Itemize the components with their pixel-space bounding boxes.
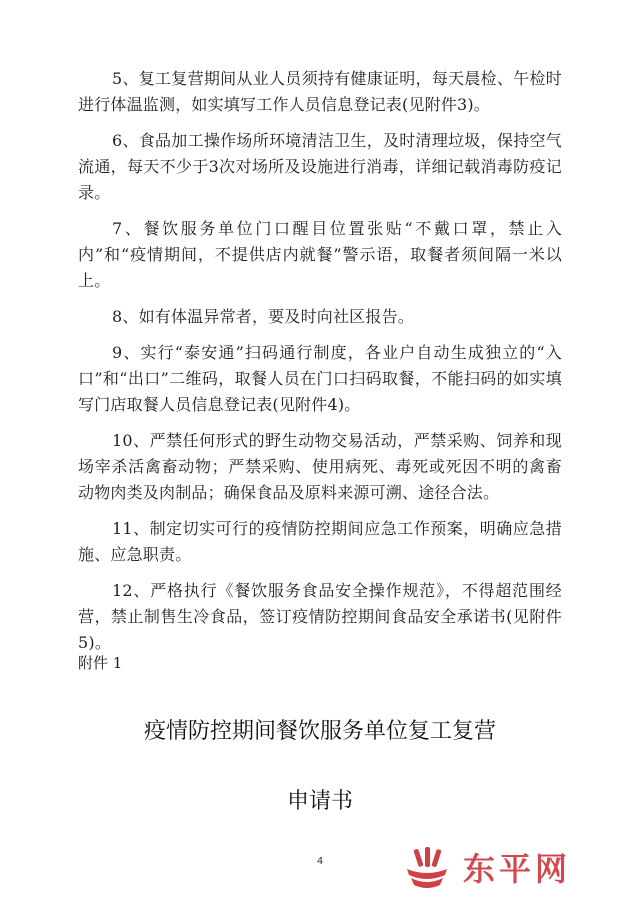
attachment-label: 附件 1 xyxy=(78,654,123,672)
requirement-item-6: 6、食品加工操作场所环境清洁卫生，及时清理垃圾，保持空气流通，每天不少于3次对场所及设施进行消毒，详细记载消毒防疫记录。 xyxy=(78,131,562,202)
document-title-line-2: 申请书 xyxy=(286,789,353,814)
requirement-item-7: 7、餐饮服务单位门口醒目位置张贴“不戴口罩，禁止入内”和“疫情期间，不提供店内就餐”警示语，取餐者须间隔一米以上。 xyxy=(78,219,562,290)
requirement-item-5: 5、复工复营期间从业人员须持有健康证明，每天晨检、午检时进行体温监测，如实填写工作人员信息登记表(见附件3)。 xyxy=(78,69,562,114)
requirement-item-10: 10、严禁任何形式的野生动物交易活动，严禁采购、饲养和现场宰杀活禽畜动物；严禁采购、使用病死、毒死或死因不明的禽畜动物肉类及肉制品；确保食品及原料来源可溯、途径合法。 xyxy=(78,431,562,502)
dongping-logo-icon xyxy=(403,847,451,891)
requirement-item-12: 12、严格执行《餐饮服务食品安全操作规范》，不得超范围经营，禁止制售生冷食品，签订疫情防控期间食品安全承诺书(见附件5)。 xyxy=(78,581,562,652)
watermark-text: 东平网 xyxy=(463,850,572,888)
requirement-item-11: 11、制定切实可行的疫情防控期间应急工作预案，明确应急措施、应急职责。 xyxy=(78,519,562,564)
requirement-item-9: 9、实行“泰安通”扫码通行制度，各业户自动生成独立的“入口”和“出口”二维码，取餐人员在门口扫码取餐，不能扫码的如实填写门店取餐人员信息登记表(见附件4)。 xyxy=(78,343,562,414)
site-watermark xyxy=(403,846,571,892)
document-title-line-1: 疫情防控期间餐饮服务单位复工复营 xyxy=(143,719,496,744)
requirement-item-8: 8、如有体温异常者，要及时向社区报告。 xyxy=(112,307,414,326)
requirements-list xyxy=(78,66,562,666)
page-number: 4 xyxy=(316,856,324,867)
